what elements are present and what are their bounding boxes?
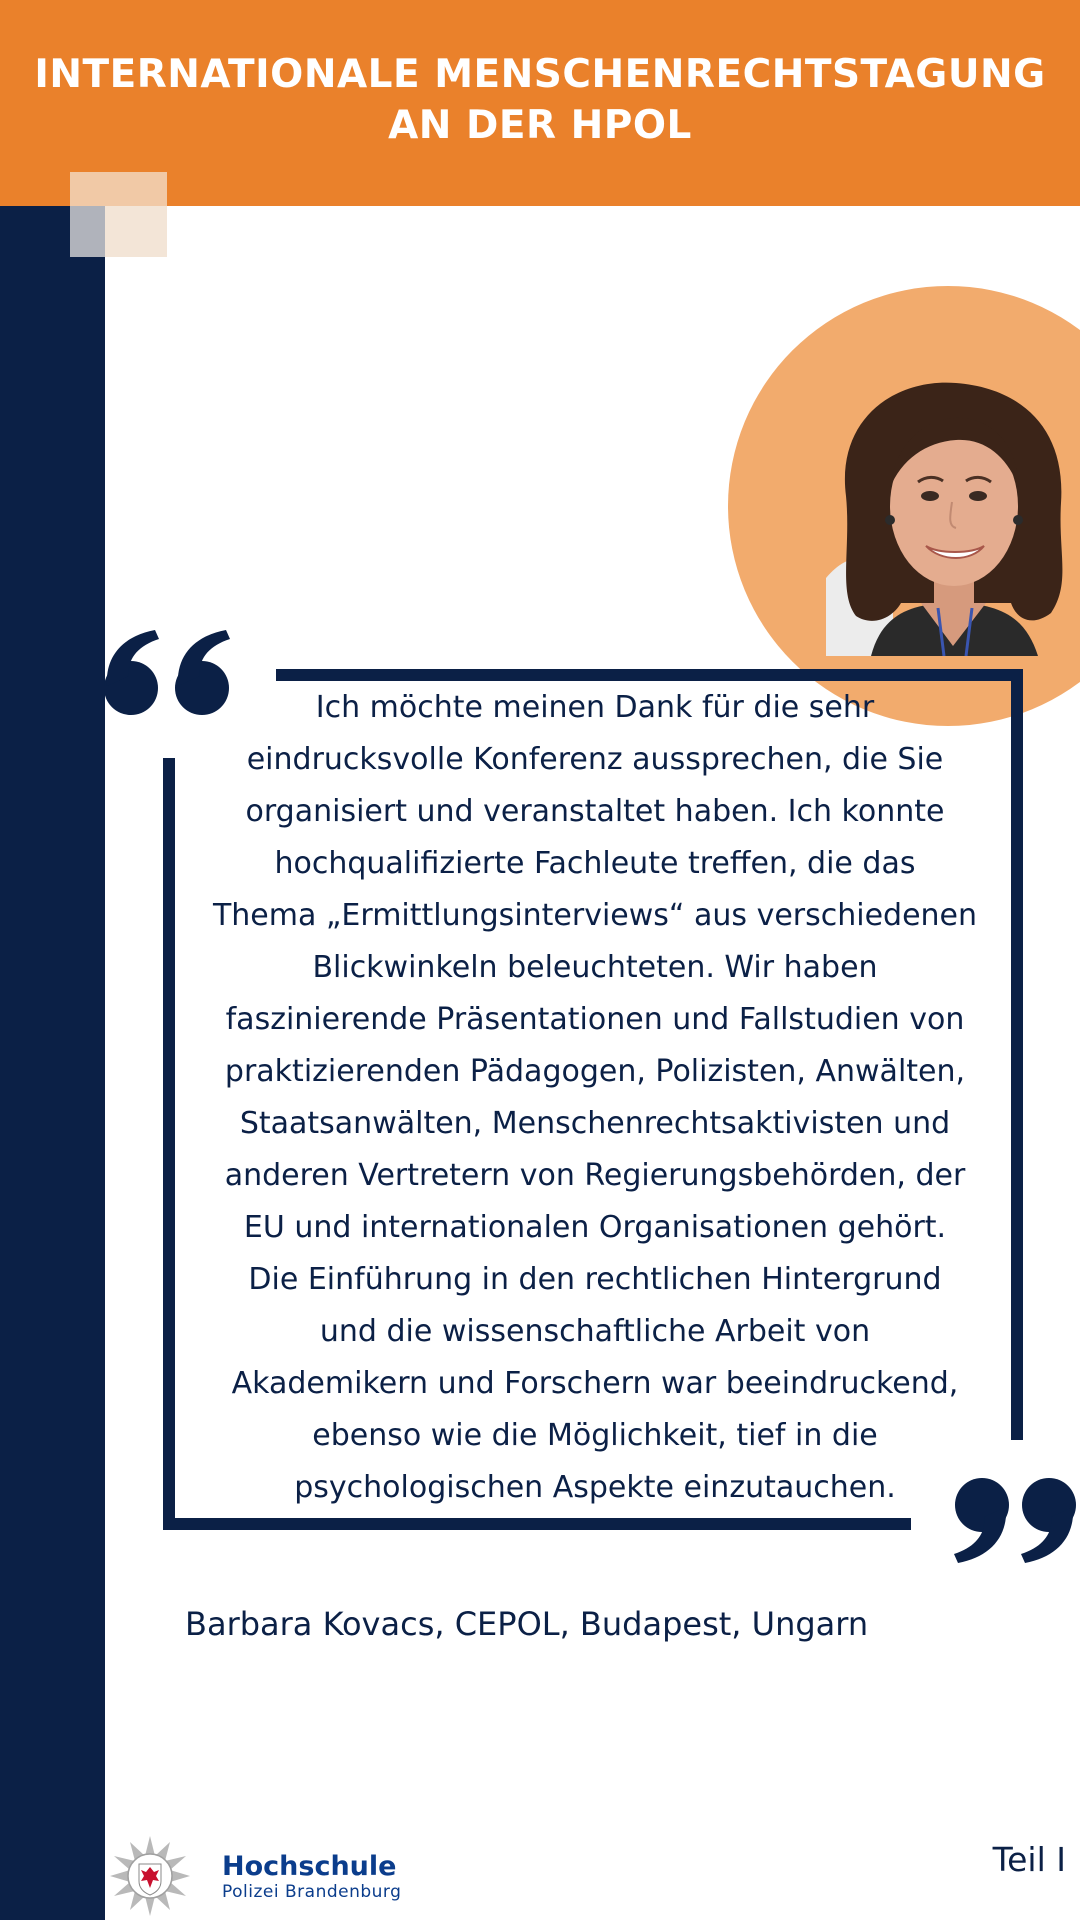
navy-side-bar bbox=[0, 206, 105, 1920]
part-label: Teil I bbox=[992, 1840, 1066, 1879]
quote-line: ebenso wie die Möglichkeit, tief in die bbox=[312, 1418, 878, 1453]
portrait-photo bbox=[826, 378, 1080, 656]
quote-frame-right bbox=[1011, 669, 1023, 1440]
quote-line: Die Einführung in den rechtlichen Hintergrund bbox=[248, 1262, 942, 1297]
quote-line: organisiert und veranstaltet haben. Ich konnte bbox=[245, 794, 945, 829]
quote-line: faszinierende Präsentationen und Fallstudien von bbox=[225, 1002, 965, 1037]
close-quote-icon bbox=[949, 1478, 1079, 1563]
quote-line: Akademikern und Forschern war beeindruckend, bbox=[231, 1366, 959, 1401]
quote-line: EU und internationalen Organisationen gehört. bbox=[243, 1210, 947, 1245]
page-title-line-1: INTERNATIONALE MENSCHENRECHTSTAGUNG bbox=[34, 52, 1046, 97]
logo-name: Hochschule bbox=[222, 1851, 397, 1882]
quote-line: Ich möchte meinen Dank für die sehr bbox=[315, 690, 875, 725]
quote-line: Blickwinkeln beleuchteten. Wir haben bbox=[312, 950, 878, 985]
page-title-line-2: AN DER HPOL bbox=[388, 102, 692, 148]
decor-square-cream bbox=[105, 206, 167, 257]
quote-line: hochqualifizierte Fachleute treffen, die das bbox=[274, 846, 916, 881]
quote-frame-top bbox=[276, 669, 1023, 681]
quote-line: eindrucksvolle Konferenz aussprechen, die Sie bbox=[246, 742, 944, 777]
quote-frame-bottom bbox=[163, 1518, 911, 1530]
quote-line: Thema „Ermittlungsinterviews“ aus verschiedenen bbox=[212, 898, 978, 933]
logo-subtitle: Polizei Brandenburg bbox=[222, 1882, 402, 1902]
quote-line: und die wissenschaftliche Arbeit von bbox=[319, 1314, 871, 1349]
quote-line: Staatsanwälten, Menschenrechtsaktivisten und bbox=[239, 1106, 951, 1141]
quote-frame-left bbox=[163, 758, 175, 1530]
page-title bbox=[0, 50, 1080, 151]
quote-attribution: Barbara Kovacs, CEPOL, Budapest, Ungarn bbox=[185, 1605, 869, 1643]
police-star-emblem-icon bbox=[110, 1836, 190, 1916]
quote-line: anderen Vertretern von Regierungsbehörden, der bbox=[224, 1158, 966, 1193]
quote-line: praktizierenden Pädagogen, Polizisten, Anwälten, bbox=[224, 1054, 966, 1089]
quote-line: psychologischen Aspekte einzutauchen. bbox=[294, 1470, 896, 1505]
quote-text bbox=[190, 682, 1000, 1514]
decor-square-grey bbox=[70, 206, 105, 257]
